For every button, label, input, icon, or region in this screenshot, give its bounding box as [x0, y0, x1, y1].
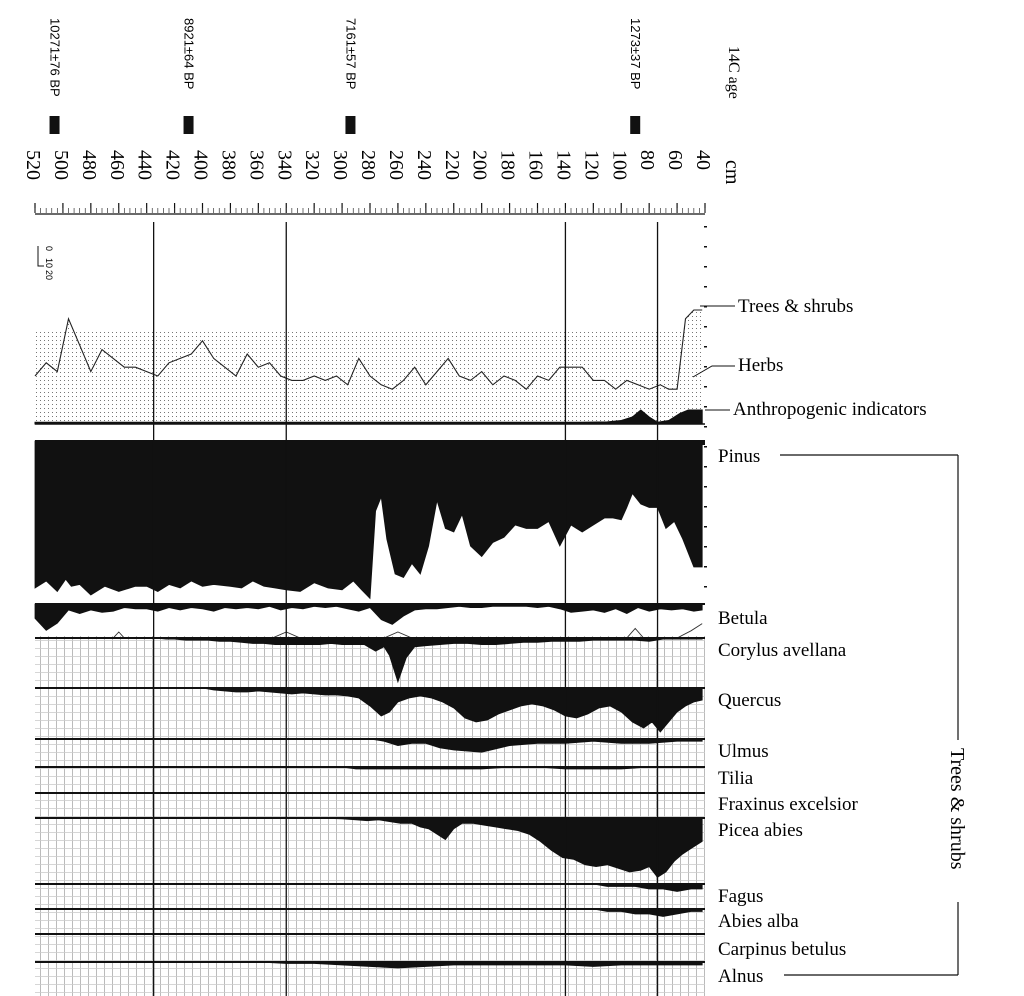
taxon-label-4: Ulmus	[718, 741, 769, 762]
date-marker-0	[50, 116, 60, 134]
axis-tick-label-9: 340	[273, 150, 296, 180]
axis-tick-label-13: 260	[384, 150, 407, 180]
axis-tick-label-17: 180	[496, 150, 519, 180]
curve-labels	[693, 296, 968, 987]
summary-label-1: Herbs	[738, 355, 784, 376]
axis-tick-label-8: 360	[245, 150, 268, 180]
taxon-label-5: Tilia	[718, 768, 754, 789]
taxon-label-11: Alnus	[718, 966, 764, 987]
scale-key-label-0: 0	[44, 246, 54, 252]
axis-tick-label-3: 460	[105, 150, 128, 180]
date-marker-3	[630, 116, 640, 134]
axis-tick-label-19: 140	[552, 150, 575, 180]
taxon-label-6: Fraxinus excelsior	[718, 794, 858, 815]
axis-tick-label-20: 120	[580, 150, 603, 180]
right-tick-marks	[704, 226, 707, 588]
axis-tick-label-1: 500	[49, 150, 72, 180]
taxon-label-9: Abies alba	[718, 911, 799, 932]
area-1	[35, 604, 702, 630]
scale-key-label-2: 20	[44, 270, 54, 281]
axis-tick-label-24: 40	[692, 150, 714, 170]
axis-tick-label-18: 160	[524, 150, 547, 180]
axis-tick-label-0: 520	[22, 150, 44, 180]
axis-tick-label-10: 320	[301, 150, 324, 180]
axis-tick-label-12: 280	[357, 150, 379, 180]
date-label-0: 10271±76 BP	[47, 18, 63, 97]
axis-tick-label-5: 420	[161, 150, 184, 180]
taxon-label-2: Corylus avellana	[718, 640, 847, 661]
taxon-label-0: Pinus	[718, 446, 761, 467]
radiocarbon-dates	[48, 18, 742, 134]
axis-tick-label-15: 220	[440, 150, 463, 180]
date-label-2: 7161±57 BP	[343, 18, 359, 90]
taxon-betula	[35, 604, 705, 630]
taxon-label-10: Carpinus betulus	[718, 939, 847, 960]
date-label-3: 1273±37 BP	[628, 18, 644, 90]
taxon-label-7: Picea abies	[718, 820, 803, 841]
area-0	[35, 441, 702, 599]
taxon-pinus	[35, 441, 705, 599]
axis-tick-label-2: 480	[77, 150, 100, 180]
dates-label: 14C age	[725, 46, 742, 99]
taxon-label-1: Betula	[718, 608, 768, 629]
bracket-label: Trees & shrubs	[946, 748, 968, 870]
axis-tick-label-11: 300	[329, 150, 352, 180]
date-marker-2	[345, 116, 355, 134]
scale-key	[38, 246, 54, 280]
axis-tick-label-16: 200	[468, 150, 491, 180]
summary-label-0: Trees & shrubs	[738, 296, 854, 317]
depth-axis	[22, 150, 743, 280]
axis-tick-label-22: 80	[636, 150, 659, 170]
summary-label-2: Anthropogenic indicators	[733, 399, 927, 420]
date-marker-1	[184, 116, 194, 134]
axis-tick-label-21: 100	[608, 150, 631, 180]
date-label-1: 8921±64 BP	[181, 18, 197, 90]
axis-tick-label-14: 240	[412, 150, 435, 180]
axis-tick-label-23: 60	[664, 150, 687, 170]
outline-2	[35, 624, 702, 638]
taxon-label-3: Quercus	[718, 690, 782, 711]
taxon-label-8: Fagus	[718, 886, 764, 907]
axis-tick-label-4: 440	[133, 150, 156, 180]
scale-key-label-1: 10	[44, 258, 54, 269]
axis-tick-label-7: 380	[217, 150, 240, 180]
axis-unit-label: cm	[721, 160, 743, 185]
axis-tick-label-6: 400	[189, 150, 212, 180]
